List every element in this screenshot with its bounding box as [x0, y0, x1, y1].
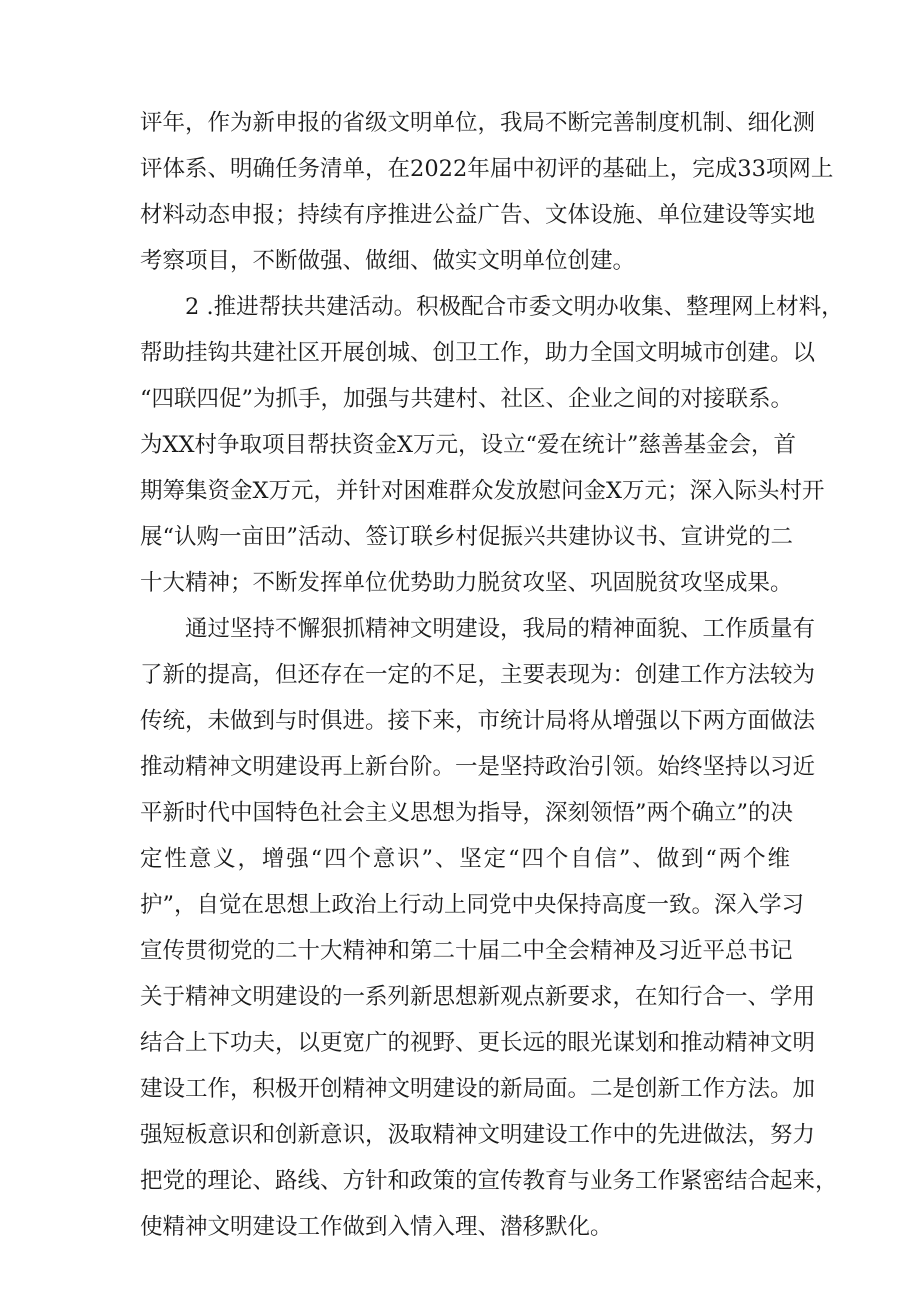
text-line: 材料动态申报；持续有序推进公益广告、文体设施、单位建设等实地: [140, 202, 816, 228]
text-line: 评体系、明确任务清单，在2022年届中初评的基础上，完成33项网上: [140, 156, 834, 182]
text-line: 2 .推进帮扶共建活动。积极配合市委文明办收集、整理网上材料，: [185, 294, 844, 320]
paragraph-1: [140, 100, 834, 284]
text-line: 护”，自觉在思想上政治上行动上同党中央保持高度一致。深入学习: [140, 892, 805, 918]
text-line: “四联四促”为抓手，加强与共建村、社区、企业之间的对接联系。: [140, 386, 794, 412]
text-line: 关于精神文明建设的一系列新思想新观点新要求，在知行合一、学用: [140, 984, 816, 1010]
text-line: 期筹集资金X万元，并针对困难群众发放慰问金X万元；深入际头村开: [140, 478, 825, 504]
text-line: 推动精神文明建设再上新台阶。一是坚持政治引领。始终坚持以习近: [140, 754, 816, 780]
text-line: 把党的理论、路线、方针和政策的宣传教育与业务工作紧密结合起来，: [140, 1168, 838, 1194]
text-line: 建设工作，积极开创精神文明建设的新局面。二是创新工作方法。加: [140, 1076, 816, 1102]
document-body: [140, 100, 844, 1250]
text-line: 宣传贯彻党的二十大精神和第二十届二中全会精神及习近平总书记: [140, 938, 793, 964]
text-line: 评年，作为新申报的省级文明单位，我局不断完善制度机制、细化测: [140, 110, 816, 136]
text-line: 传统，未做到与时俱进。接下来，市统计局将从增强以下两方面做法: [140, 708, 816, 734]
text-line: 展“认购一亩田”活动、签订联乡村促振兴共建协议书、宣讲党的二: [140, 524, 794, 550]
text-line: 考察项目，不断做强、做细、做实文明单位创建。: [140, 248, 636, 274]
paragraph-2: [140, 284, 844, 606]
text-line: 十大精神；不断发挥单位优势助力脱贫攻坚、巩固脱贫攻坚成果。: [140, 570, 793, 596]
text-line: 平新时代中国特色社会主义思想为指导，深刻领悟”两个确立”的决: [140, 800, 794, 826]
text-line: 帮助挂钩共建社区开展创城、创卫工作，助力全国文明城市创建。以: [140, 340, 816, 366]
text-line: 通过坚持不懈狠抓精神文明建设，我局的精神面貌、工作质量有: [185, 616, 816, 642]
text-line: 为XX村争取项目帮扶资金X万元，设立“爱在统计”慈善基金会，首: [140, 432, 797, 458]
paragraph-3: [140, 606, 838, 1250]
text-line: 定性意义，增强“四个意识”、坚定“四个自信”、做到“两个维: [140, 846, 790, 872]
text-line: 结合上下功夫，以更宽广的视野、更长远的眼光谋划和推动精神文明: [140, 1030, 816, 1056]
text-line: 使精神文明建设工作做到入情入理、潜移默化。: [140, 1214, 613, 1240]
text-line: 强短板意识和创新意识，汲取精神文明建设工作中的先进做法，努力: [140, 1122, 816, 1148]
text-line: 了新的提高，但还存在一定的不足，主要表现为：创建工作方法较为: [140, 662, 816, 688]
